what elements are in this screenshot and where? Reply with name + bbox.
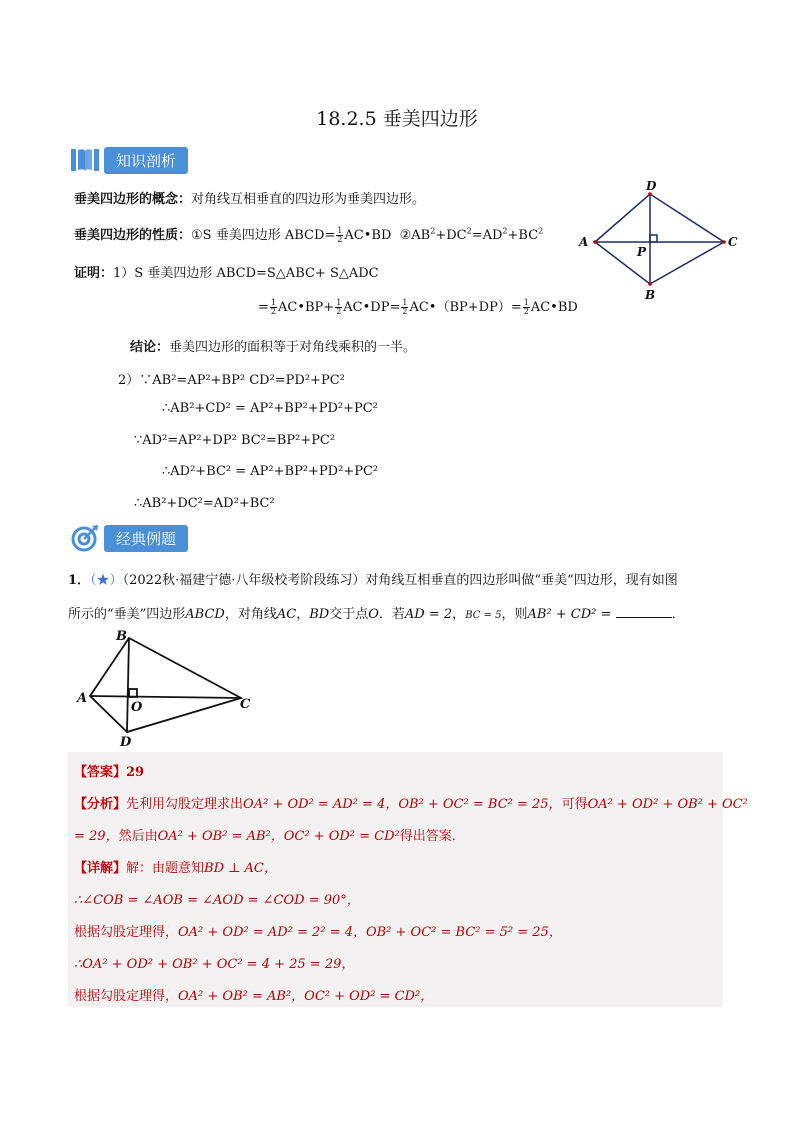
proof-line-5: ∴AB²+CD² = AP²+BP²+PD²+PC²	[162, 401, 378, 416]
proof-label: 证明：	[74, 266, 114, 281]
proof-line-8: ∴AB²+DC²=AD²+BC²	[134, 496, 275, 511]
label-c: C	[240, 697, 251, 712]
property-line: 垂美四边形的性质：①S 垂美四边形 ABCD= $\frac{1}{2}$ AC•BD $②AB^2+DC^2=AD^2+BC^2$	[74, 226, 544, 244]
detail-line-1: 【详解】解：由题意知BD ⊥ AC，	[74, 861, 277, 876]
answer-blank[interactable]	[616, 617, 672, 618]
rhombus-diagram	[574, 178, 744, 308]
proof-line-1	[74, 262, 379, 281]
section-label: 知识剖析	[104, 147, 188, 174]
section-header-examples	[70, 523, 188, 553]
section-label: 经典例题	[104, 525, 188, 552]
detail-line-5: 根据勾股定理得，OA² + OB² = AB²，OC² + OD² = CD²，	[74, 989, 434, 1004]
question-line-1: 1．（★）（2022秋·福建宁德·八年级校考阶段练习）对角线互相垂直的四边形叫做“垂美”四边形，现有如图	[68, 573, 678, 588]
detail-line-4: ∴OA² + OD² + OB² + OC² = 4 + 25 = 29，	[74, 957, 355, 972]
label-p: P	[637, 245, 647, 259]
label-o: O	[131, 700, 143, 715]
property-p2: ②AB	[399, 228, 431, 243]
quadrilateral-diagram	[74, 628, 264, 750]
difficulty-star: （★）	[90, 573, 123, 588]
proof-line-4: 2）∵AB²=AP²+BP² CD²=PD²+PC²	[118, 373, 345, 388]
property-p1: ①S 垂美四边形 ABCD=	[191, 228, 336, 243]
label-b: B	[116, 629, 127, 644]
detail-line-3: 根据勾股定理得，OA² + OD² = AD² = 2² = 4，OB² + OC² = BC² = 5² = 25，	[74, 925, 562, 940]
label-d: D	[120, 735, 132, 750]
label-b: B	[645, 288, 656, 302]
question-line-2: 所示的“垂美”四边形ABCD，对角线AC，BD交于点O．若AD = 2，BC = 5，则AB² + CD² = ．	[68, 607, 685, 622]
analysis-line-2: = 29，然后由OA² + OB² = AB²，OC² + OD² = CD²得出答案．	[74, 829, 465, 844]
concept-line	[74, 188, 425, 207]
question-source: （2022秋·福建宁德·八年级校考阶段练习）	[122, 573, 366, 588]
proof-line-6: ∵AD²=AP²+DP² BC²=BP²+PC²	[134, 433, 336, 448]
book-icon	[70, 146, 100, 174]
answer-line: 【答案】29	[74, 765, 145, 780]
property-term: 垂美四边形的性质：	[74, 228, 192, 243]
concept-text: 对角线互相垂直的四边形为垂美四边形。	[191, 192, 426, 207]
label-d: D	[646, 179, 657, 193]
analysis-line-1: 【分析】先利用勾股定理求出OA² + OD² = AD² = 4，OB² + OC² = BC² = 25，可得OA² + OD² + OB² + OC²	[74, 797, 748, 812]
fraction-half: $\frac{1}{2}$	[337, 226, 343, 244]
section-header-knowledge	[70, 146, 188, 174]
detail-line-2: ∴∠COB = ∠AOB = ∠AOD = ∠COD = 90°，	[74, 893, 360, 908]
concept-term: 垂美四边形的概念：	[74, 192, 192, 207]
proof-line-7: ∴AD²+BC² = AP²+BP²+PD²+PC²	[162, 464, 379, 479]
label-a: A	[77, 691, 88, 706]
conclusion-line: 结论：垂美四边形的面积等于对角线乘积的一半。	[130, 340, 417, 355]
page-title: 18.2.5 垂美四边形	[316, 108, 478, 130]
label-a: A	[579, 235, 589, 249]
property-p1-tail: AC•BD	[344, 228, 392, 243]
target-icon	[70, 523, 100, 553]
proof-l1: 1）S 垂美四边形 ABCD=S△ABC+ S△ADC	[113, 266, 379, 281]
label-c: C	[728, 235, 738, 249]
proof-line-2: = $\frac{1}{2}$ AC•BP+ $\frac{1}{2}$ AC•DP= $\frac{1}{2}$ AC•（BP+DP）= $\frac{1}{2}$ AC•BD	[258, 298, 578, 316]
